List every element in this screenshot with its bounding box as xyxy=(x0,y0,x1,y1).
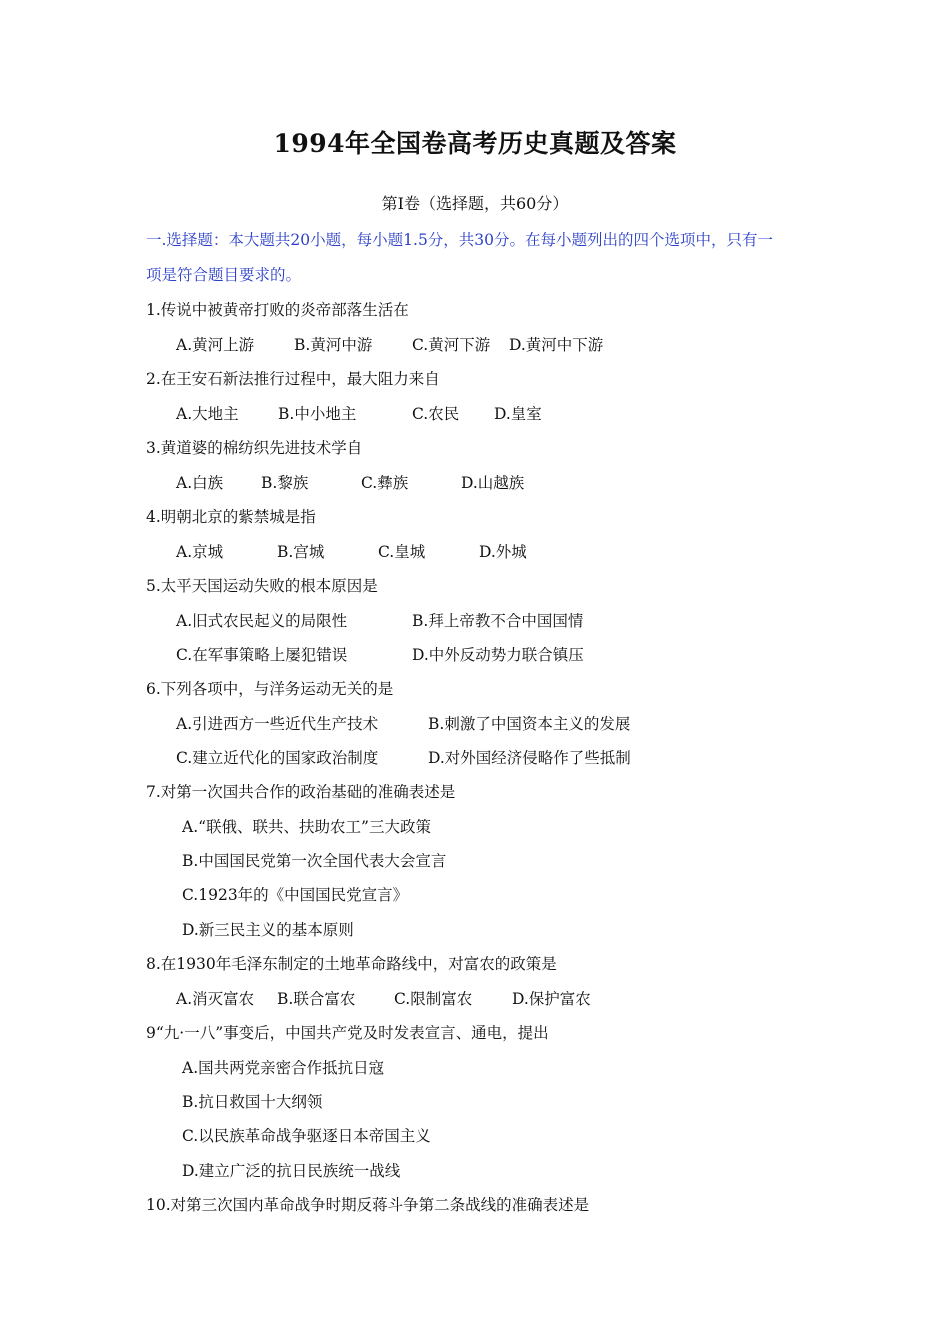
page-title: 1994年全国卷高考历史真题及答案 xyxy=(273,129,677,158)
question-stem: 5.太平天国运动失败的根本原因是 xyxy=(146,577,378,595)
option-c: C.限制富农 xyxy=(394,990,473,1008)
option-b: B.抗日救国十大纲领 xyxy=(182,1093,323,1111)
option-d: D.新三民主义的基本原则 xyxy=(182,921,354,939)
option-b: B.中国国民党第一次全国代表大会宣言 xyxy=(182,852,447,870)
option-a: A.引进西方一些近代生产技术 xyxy=(176,715,379,733)
instructions-line-1: 一.选择题：本大题共20小题，每小题1.5分，共30分。在每小题列出的四个选项中，只有一 xyxy=(146,231,774,249)
question-stem: 4.明朝北京的紫禁城是指 xyxy=(146,508,316,526)
option-a: A.京城 xyxy=(176,543,224,561)
option-c: C.建立近代化的国家政治制度 xyxy=(176,749,379,767)
question-stem: 6.下列各项中，与洋务运动无关的是 xyxy=(146,680,394,698)
question-stem: 2.在王安石新法推行过程中，最大阻力来自 xyxy=(146,370,440,388)
option-a: A.白族 xyxy=(176,474,224,492)
option-b: B.宫城 xyxy=(277,543,325,561)
option-a: A.国共两党亲密合作抵抗日寇 xyxy=(182,1059,385,1077)
option-d: D.中外反动势力联合镇压 xyxy=(412,646,584,664)
option-a: A.大地主 xyxy=(176,405,239,423)
option-c: C.农民 xyxy=(412,405,460,423)
option-d: D.对外国经济侵略作了些抵制 xyxy=(428,749,631,767)
section-header: 第Ⅰ卷（选择题，共60分） xyxy=(381,194,569,213)
option-b: B.黄河中游 xyxy=(294,336,373,354)
option-c: C.皇城 xyxy=(378,543,426,561)
option-d: D.保护富农 xyxy=(512,990,591,1008)
option-c: C.黄河下游 xyxy=(412,336,491,354)
option-a: A.旧式农民起义的局限性 xyxy=(176,612,348,630)
question-stem: 3.黄道婆的棉纺织先进技术学自 xyxy=(146,439,363,457)
option-c: C.彝族 xyxy=(361,474,409,492)
option-b: B.中小地主 xyxy=(278,405,357,423)
question-stem: 8.在1930年毛泽东制定的土地革命路线中，对富农的政策是 xyxy=(146,955,557,973)
question-stem: 9“九·一八”事变后，中国共产党及时发表宣言、通电，提出 xyxy=(146,1024,549,1042)
option-c: C.1923年的《中国国民党宣言》 xyxy=(182,886,409,904)
option-a: A.“联俄、联共、扶助农工”三大政策 xyxy=(182,818,431,836)
option-d: D.建立广泛的抗日民族统一战线 xyxy=(182,1162,401,1180)
option-b: B.拜上帝教不合中国国情 xyxy=(412,612,584,630)
question-stem: 10.对第三次国内革命战争时期反蒋斗争第二条战线的准确表述是 xyxy=(146,1196,590,1214)
option-d: D.外城 xyxy=(479,543,527,561)
option-d: D.黄河中下游 xyxy=(509,336,604,354)
option-b: B.联合富农 xyxy=(277,990,356,1008)
option-a: A.消灭富农 xyxy=(176,990,255,1008)
option-c: C.以民族革命战争驱逐日本帝国主义 xyxy=(182,1127,431,1145)
option-c: C.在军事策略上屡犯错误 xyxy=(176,646,348,664)
option-a: A.黄河上游 xyxy=(176,336,255,354)
option-d: D.皇室 xyxy=(494,405,542,423)
option-b: B.刺激了中国资本主义的发展 xyxy=(428,715,631,733)
question-stem: 1.传说中被黄帝打败的炎帝部落生活在 xyxy=(146,301,409,319)
question-stem: 7.对第一次国共合作的政治基础的准确表述是 xyxy=(146,783,456,801)
option-b: B.黎族 xyxy=(261,474,309,492)
instructions-line-2: 项是符合题目要求的。 xyxy=(146,266,302,284)
option-d: D.山越族 xyxy=(461,474,525,492)
